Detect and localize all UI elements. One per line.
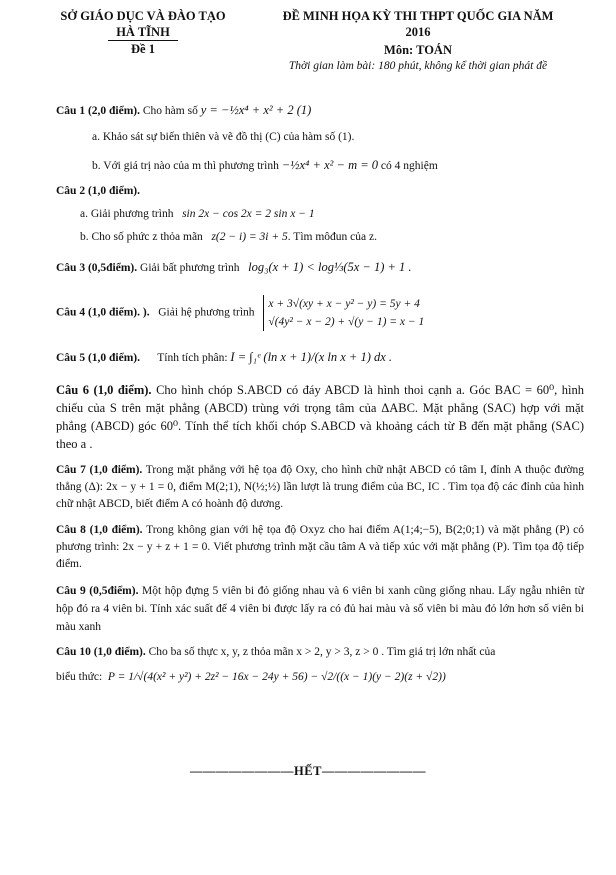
part-formula: −½x⁴ + x² − m = 0 — [281, 158, 379, 172]
system-equation-2: √(4y² − x − 2) + √(y − 1) = x − 1 — [268, 316, 425, 328]
question-label: Câu 6 (1,0 điểm). — [56, 383, 152, 397]
system-equation-1: x + 3√(xy + x − y² − y) = 5y + 4 — [268, 298, 420, 310]
question-formula: y = −½x⁴ + x² + 2 (1) — [200, 103, 312, 117]
equation-system — [263, 295, 424, 331]
question-text: Cho ba số thực x, y, z thỏa mãn x > 2, y > 3, z > 0 . Tìm giá trị lớn nhất của — [148, 646, 496, 658]
question-formula: I = ∫₁ᵉ (ln x + 1)/(x ln x + 1) dx . — [230, 350, 393, 364]
question-7 — [56, 462, 584, 513]
header-title — [258, 8, 578, 74]
expression-label: biểu thức: — [56, 671, 103, 683]
question-2 — [56, 184, 584, 245]
question-label: Câu 1 (2,0 điểm). — [56, 105, 141, 117]
part-text-end: . Tìm môđun của z. — [287, 231, 377, 243]
part-formula: z(2 − i) = 3i + 5 — [211, 231, 288, 243]
question-10-expression — [56, 670, 584, 685]
question-formula: log₃(x + 1) < log⅓(5x − 1) + 1 . — [248, 260, 412, 274]
question-1-part-b — [92, 155, 584, 175]
part-text: b. Cho số phức z thỏa mãn — [80, 231, 203, 243]
question-label: Câu 4 (1,0 điểm). ). — [56, 306, 150, 319]
question-label: Câu 9 (0,5điểm). — [56, 585, 139, 597]
exam-title-line-1: ĐỀ MINH HỌA KỲ THI THPT QUỐC GIA NĂM — [282, 9, 554, 23]
question-3 — [56, 257, 584, 277]
question-text: Cho hình chóp S.ABCD có đáy ABCD là hình thoi cạnh a. Góc BAC = 60⁰, hình chiếu của S trên mặt phẳng (ABCD) trùng với trọng tâm của ΔABC. Mặt phẳng (SAC) hợp với mặt phẳng (ABCD) góc 60⁰. Tính thể tích khối chóp S.ABCD và khoảng cách từ B đến mặt phẳng (SAC) theo a . — [56, 383, 584, 451]
part-text-end: có 4 nghiệm — [380, 160, 438, 172]
questions — [56, 100, 584, 694]
question-label: Câu 2 (1,0 điểm). — [56, 185, 141, 197]
question-text: Giải bất phương trình — [140, 262, 240, 274]
question-text: Một hộp đựng 5 viên bi đỏ giống nhau và 6 viên bi xanh cũng giống nhau. Lấy ngẫu nhiên từ hộp đó ra 4 viên bi. Tính xác suất để 4 viên bi được lấy ra có đủ hai màu và số viên bi màu đỏ lớn hơn số viên bi màu xanh — [56, 585, 584, 633]
question-10 — [56, 645, 584, 685]
question-label: Câu 10 (1,0 điểm). — [56, 646, 146, 658]
question-text: Trong mặt phẳng với hệ tọa độ Oxy, cho hình chữ nhật ABCD có tâm I, đỉnh A thuộc đường thẳng (Δ): 2x − y + 1 = 0, điểm M(2;1), N(½;½) lần lượt là trung điểm của BC, IC . Tìm tọa độ các đỉnh của hình chữ nhật ABCD, biết điểm A có hoành độ dương. — [56, 464, 584, 510]
question-2-part-a — [80, 207, 584, 222]
part-formula: sin 2x − cos 2x = 2 sin x − 1 — [182, 208, 315, 220]
exam-title-line-2: 2016 — [405, 25, 431, 39]
org-line-1: SỞ GIÁO DỤC VÀ ĐÀO TẠO — [60, 9, 226, 23]
question-4 — [56, 295, 584, 331]
question-8 — [56, 522, 584, 573]
question-label: Câu 3 (0,5điểm). — [56, 262, 138, 274]
question-text: Giải hệ phương trình — [158, 306, 255, 319]
question-formula: P = 1/√(4(x² + y²) + 2z² − 16x − 24y + 56) − √2/((x − 1)(y − 2)(z + √2)) — [107, 671, 446, 683]
part-text: a. Giải phương trình — [80, 208, 174, 220]
exam-code: Đề 1 — [131, 42, 155, 56]
part-text: b. Với giá trị nào của m thì phương trình — [92, 160, 279, 172]
question-1-part-a: a. Khảo sát sự biến thiên và vẽ đồ thị (C) của hàm số (1). — [92, 131, 355, 143]
question-6 — [56, 381, 584, 453]
question-label: Câu 5 (1,0 điểm). — [56, 352, 141, 364]
question-label: Câu 8 (1,0 điểm). — [56, 524, 143, 536]
end-mark: ————————HẾT———————— — [190, 764, 426, 778]
exam-subject: Môn: TOÁN — [384, 43, 452, 57]
question-label: Câu 7 (1,0 điểm). — [56, 464, 143, 476]
header-organization — [48, 8, 238, 57]
org-line-2: HÀ TĨNH — [108, 24, 178, 41]
question-5 — [56, 347, 584, 367]
question-text: Cho hàm số — [142, 105, 198, 117]
question-2-part-b — [80, 230, 584, 245]
question-text: Tính tích phân: — [157, 352, 228, 364]
exam-time-note: Thời gian làm bài: 180 phút, không kể thời gian phát đề — [288, 60, 548, 72]
question-1 — [56, 100, 584, 175]
question-text: Trong không gian với hệ tọa độ Oxyz cho hai điểm A(1;4;−5), B(2;0;1) và mặt phẳng (P) có phương trình: 2x − y + z + 1 = 0. Viết phương trình mặt cầu tâm A và tiếp xúc với mặt phẳng (P). Tìm tọa độ tiếp điểm. — [56, 524, 584, 570]
question-9 — [56, 582, 584, 636]
